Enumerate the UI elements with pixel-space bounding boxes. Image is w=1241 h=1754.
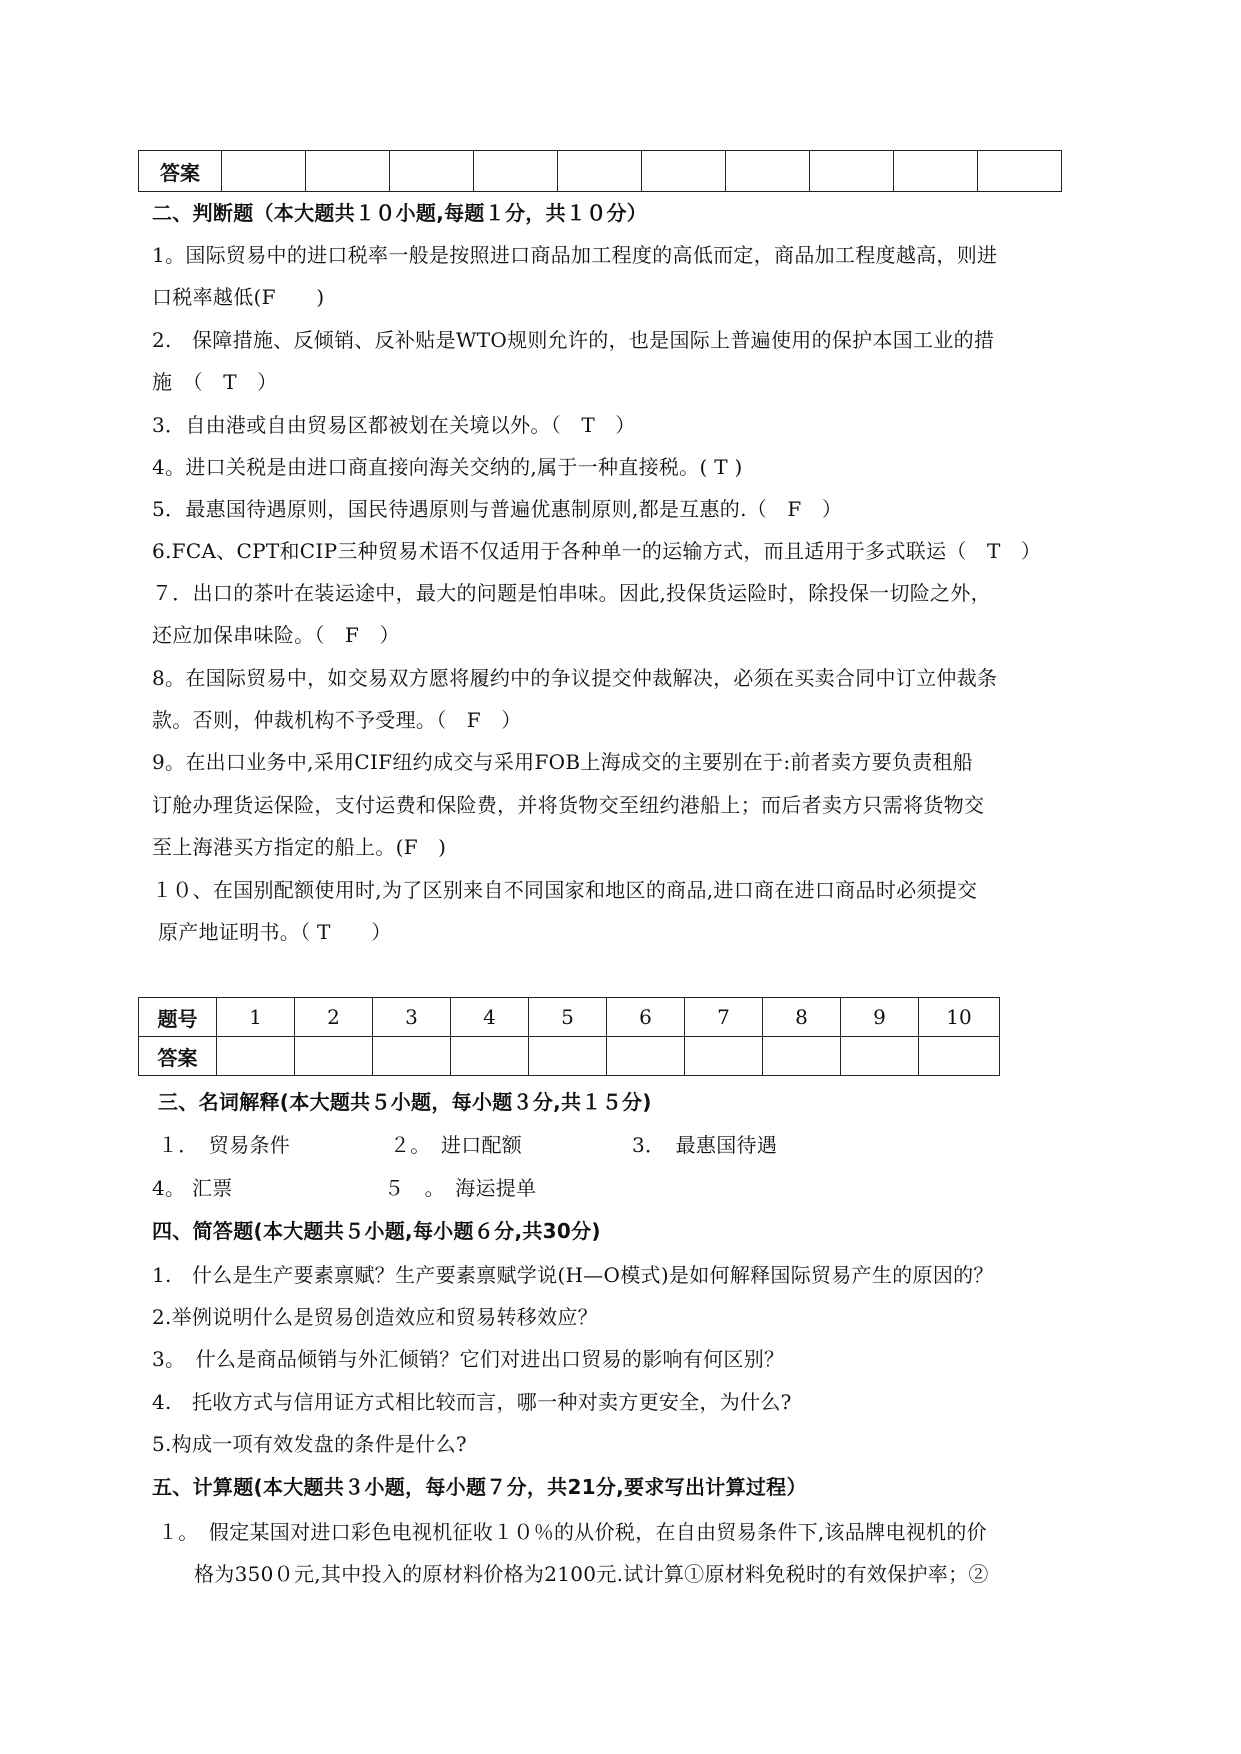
answer-table-top: [138, 150, 1062, 192]
answer-cell[interactable]: [306, 151, 390, 192]
section-heading-terms: 三、名词解释(本大题共５小题，每小题３分,共１５分): [158, 1090, 652, 1114]
answer-label: 答案: [139, 151, 222, 192]
answer-cell[interactable]: [390, 151, 474, 192]
answer-table-middle: [138, 997, 1000, 1076]
question-line: ７．出口的茶叶在装运途中，最大的问题是怕串味。因此,投保货运险时，除投保一切险之外，: [152, 581, 991, 605]
question-line: 款。否则，仲裁机构不予受理。（ F ）: [152, 708, 522, 732]
answer-cell[interactable]: [763, 1037, 841, 1076]
question-line: 订舱办理货运保险，支付运费和保险费，并将货物交至纽约港船上；而后者卖方只需将货物交: [152, 793, 985, 817]
question-number: 9: [841, 998, 919, 1037]
question-line: １。 假定某国对进口彩色电视机征收１０％的从价税，在自由贸易条件下,该品牌电视机的价: [158, 1520, 987, 1544]
answer-cell[interactable]: [810, 151, 894, 192]
question-line: 口税率越低(F ): [152, 285, 325, 309]
section-heading-true-false: 二、判断题（本大题共１０小题,每题１分，共１０分）: [152, 201, 648, 225]
question-line: 至上海港买方指定的船上。(F ): [152, 835, 447, 859]
answer-cell[interactable]: [558, 151, 642, 192]
question-line: 原产地证明书。（ T ）: [158, 920, 392, 944]
answer-cell[interactable]: [726, 151, 810, 192]
section-heading-calculation: 五、计算题(本大题共３小题，每小题７分，共21分,要求写出计算过程）: [152, 1475, 807, 1499]
answer-cell[interactable]: [978, 151, 1062, 192]
answer-cell[interactable]: [642, 151, 726, 192]
question-line: 格为350０元,其中投入的原材料价格为2100元.试计算①原材料免税时的有效保护率；②: [194, 1562, 989, 1586]
question-line: 4. 托收方式与信用证方式相比较而言，哪一种对卖方更安全，为什么?: [152, 1390, 792, 1414]
table-row: [139, 1037, 1000, 1076]
term-item: １． 贸易条件: [158, 1133, 291, 1157]
answer-cell[interactable]: [685, 1037, 763, 1076]
term-item: 4。 汇票: [152, 1176, 233, 1200]
answer-cell[interactable]: [919, 1037, 1000, 1076]
question-line: 5．最惠国待遇原则，国民待遇原则与普遍优惠制原则,都是互惠的.（ F ）: [152, 497, 843, 521]
term-item: 3． 最惠国待遇: [632, 1133, 778, 1157]
answer-cell[interactable]: [295, 1037, 373, 1076]
answer-cell[interactable]: [474, 151, 558, 192]
question-number: 8: [763, 998, 841, 1037]
answer-cell[interactable]: [451, 1037, 529, 1076]
section-heading-short-answer: 四、简答题(本大题共５小题,每小题６分,共30分): [152, 1219, 601, 1243]
table-row: [139, 151, 1062, 192]
answer-cell[interactable]: [894, 151, 978, 192]
question-number: 2: [295, 998, 373, 1037]
number-label: 题号: [139, 998, 217, 1037]
question-line: 8。在国际贸易中，如交易双方愿将履约中的争议提交仲裁解决，必须在买卖合同中订立仲裁条: [152, 666, 998, 690]
question-line: 5.构成一项有效发盘的条件是什么?: [152, 1432, 467, 1456]
question-line: １０、在国别配额使用时,为了区别来自不同国家和地区的商品,进口商在进口商品时必须提交: [152, 878, 978, 902]
question-line: 3。 什么是商品倾销与外汇倾销？它们对进出口贸易的影响有何区别？: [152, 1347, 785, 1371]
question-number: 3: [373, 998, 451, 1037]
question-line: 3．自由港或自由贸易区都被划在关境以外。（ T ）: [152, 413, 636, 437]
answer-label: 答案: [139, 1037, 217, 1076]
term-item: ２。 进口配额: [390, 1133, 523, 1157]
answer-cell[interactable]: [217, 1037, 295, 1076]
question-number: 10: [919, 998, 1000, 1037]
question-number: 6: [607, 998, 685, 1037]
answer-cell[interactable]: [607, 1037, 685, 1076]
question-line: 9。在出口业务中,采用CIF纽约成交与采用FOB上海成交的主要别在于:前者卖方要负责租船: [152, 750, 974, 774]
question-line: 施 （ T ）: [152, 370, 278, 394]
answer-cell[interactable]: [222, 151, 306, 192]
question-line: 还应加保串味险。（ F ）: [152, 623, 400, 647]
question-line: 4。进口关税是由进口商直接向海关交纳的,属于一种直接税。( T ): [152, 455, 743, 479]
question-number: 7: [685, 998, 763, 1037]
table-row: [139, 998, 1000, 1037]
term-item: ５ 。 海运提单: [384, 1176, 537, 1200]
question-line: 2.举例说明什么是贸易创造效应和贸易转移效应？: [152, 1305, 598, 1329]
answer-cell[interactable]: [529, 1037, 607, 1076]
answer-cell[interactable]: [841, 1037, 919, 1076]
question-number: 5: [529, 998, 607, 1037]
question-line: 2. 保障措施、反倾销、反补贴是WTO规则允许的，也是国际上普遍使用的保护本国工业的措: [152, 328, 995, 352]
question-line: 1. 什么是生产要素禀赋？生产要素禀赋学说(H—O模式)是如何解释国际贸易产生的原因的？: [152, 1263, 994, 1287]
question-number: 4: [451, 998, 529, 1037]
question-line: 1。国际贸易中的进口税率一般是按照进口商品加工程度的高低而定，商品加工程度越高，则进: [152, 243, 998, 267]
answer-cell[interactable]: [373, 1037, 451, 1076]
question-number: 1: [217, 998, 295, 1037]
question-line: 6.FCA、CPT和CIP三种贸易术语不仅适用于各种单一的运输方式，而且适用于多式联运（ T ）: [152, 539, 1042, 563]
